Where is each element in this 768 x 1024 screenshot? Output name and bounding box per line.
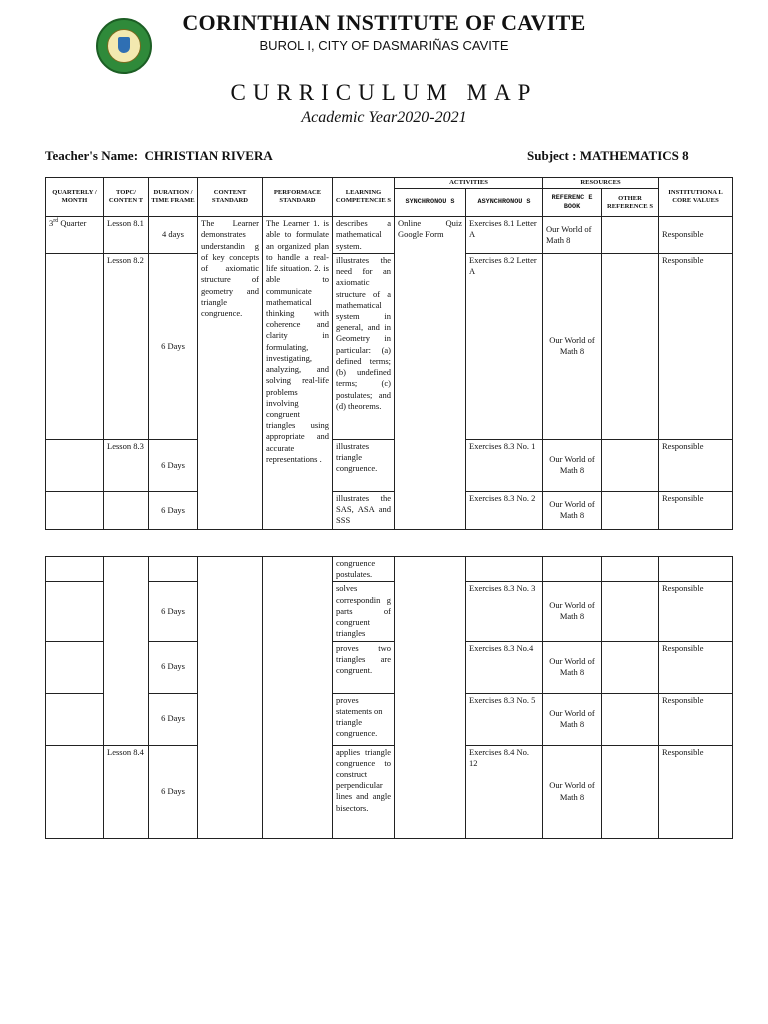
core-values-cell: Responsible: [659, 491, 733, 529]
topic-cell: [104, 557, 149, 746]
duration-cell: 6 Days: [149, 253, 198, 439]
duration-cell: 6 Days: [149, 641, 198, 693]
topic-cell: Lesson 8.3: [104, 439, 149, 491]
col-performance-standard: PERFORMACE STANDARD: [263, 178, 333, 217]
duration-cell: 6 Days: [149, 745, 198, 838]
quarter-cell: 3rd Quarter: [46, 217, 104, 254]
institution-name: CORINTHIAN INSTITUTE OF CAVITE: [182, 10, 586, 35]
async-cell: [466, 557, 543, 582]
quarter-cell: [46, 557, 104, 582]
core-values-cell: Responsible: [659, 582, 733, 641]
document-title: CURRICULUM MAP: [230, 80, 538, 105]
col-learning-competencies: LEARNING COMPETENCIE S: [333, 178, 395, 217]
reference-book-cell: Our World of Math 8: [543, 693, 602, 745]
col-core-values: INSTITUTIONA L CORE VALUES: [659, 178, 733, 217]
competency-cell: describes a mathematical system.: [333, 217, 395, 254]
async-cell: Exercises 8.4 No. 12: [466, 745, 543, 838]
other-references-cell: [602, 582, 659, 641]
core-values-cell: Responsible: [659, 693, 733, 745]
reference-book-cell: Our World of Math 8: [543, 439, 602, 491]
table-row: [46, 217, 733, 254]
other-references-cell: [602, 557, 659, 582]
core-values-cell: Responsible: [659, 253, 733, 439]
duration-cell: 6 Days: [149, 491, 198, 529]
other-references-cell: [602, 217, 659, 254]
table-row: [46, 582, 733, 641]
col-asynchronous: ASYNCHRONOU S: [466, 189, 543, 217]
col-other-references: OTHER REFERENCE S: [602, 189, 659, 217]
topic-cell: [104, 491, 149, 529]
teacher-line: [45, 148, 273, 164]
competency-cell: proves statements on triangle congruence.: [333, 693, 395, 745]
async-cell: Exercises 8.3 No. 2: [466, 491, 543, 529]
core-values-cell: [659, 557, 733, 582]
subject-line: [527, 148, 689, 164]
quarter-cell: [46, 641, 104, 693]
col-content-standard: CONTENT STANDARD: [198, 178, 263, 217]
reference-book-cell: Our World of Math 8: [543, 253, 602, 439]
quarter-cell: [46, 253, 104, 439]
institution-address: BUROL I, CITY OF DASMARIÑAS CAVITE: [259, 38, 509, 53]
synchronous-cell: [395, 557, 466, 839]
table-row: [46, 641, 733, 693]
other-references-cell: [602, 439, 659, 491]
async-cell: Exercises 8.3 No.4: [466, 641, 543, 693]
duration-cell: [149, 557, 198, 582]
core-values-cell: Responsible: [659, 439, 733, 491]
core-values-cell: Responsible: [659, 641, 733, 693]
quarter-cell: [46, 491, 104, 529]
reference-book-cell: Our World of Math 8: [543, 745, 602, 838]
competency-cell: proves two triangles are congruent.: [333, 641, 395, 693]
reference-book-cell: [543, 557, 602, 582]
other-references-cell: [602, 253, 659, 439]
competency-cell: applies triangle congruence to construct perpendicular lines and angle bisectors.: [333, 745, 395, 838]
table-row: [46, 693, 733, 745]
competency-cell: illustrates triangle congruence.: [333, 439, 395, 491]
async-cell: Exercises 8.3 No. 1: [466, 439, 543, 491]
other-references-cell: [602, 745, 659, 838]
competency-cell: solves correspondin g parts of congruent triangles: [333, 582, 395, 641]
teacher-label: Teacher's Name:: [45, 148, 139, 163]
col-quarterly: QUARTERLY / MONTH: [46, 178, 104, 217]
quarter-cell: [46, 582, 104, 641]
async-cell: Exercises 8.1 Letter A: [466, 217, 543, 254]
topic-cell: Lesson 8.4: [104, 745, 149, 838]
competency-cell: congruence postulates.: [333, 557, 395, 582]
col-reference-book: REFERENC E BOOK: [543, 189, 602, 217]
col-duration: DURATION / TIME FRAME: [149, 178, 198, 217]
topic-cell: Lesson 8.2: [104, 253, 149, 439]
performance-standard-cell: [263, 557, 333, 839]
competency-cell: illustrates the SAS, ASA and SSS: [333, 491, 395, 529]
synchronous-cell: Online Quiz Google Form: [395, 217, 466, 530]
subject-name: MATHEMATICS 8: [579, 148, 689, 163]
duration-cell: 6 Days: [149, 693, 198, 745]
quarter-cell: [46, 439, 104, 491]
performance-standard-cell: The Learner 1. is able to formulate an organized plan to handle a real-life situation. 2. is able to communicate mathematical thinking with coherence and clarity in formulating, investigating, analyzing, and solving real-life problems involving congruent triangles using appropriate and accurate representations .: [263, 217, 333, 530]
table-row: [46, 745, 733, 838]
other-references-cell: [602, 491, 659, 529]
core-values-cell: Responsible: [659, 217, 733, 254]
reference-book-cell: Our World of Math 8: [543, 641, 602, 693]
curriculum-table-1: [45, 177, 733, 530]
col-resources: RESOURCES: [543, 178, 659, 189]
duration-cell: 6 Days: [149, 582, 198, 641]
reference-book-cell: Our World of Math 8: [543, 217, 602, 254]
other-references-cell: [602, 693, 659, 745]
competency-cell: illustrates the need for an axiomatic structure of a mathematical system in general, and in Geometry in particular: (a) defined terms; (b) undefined terms; (c) postulates; and (d) theorems.: [333, 253, 395, 439]
quarter-cell: [46, 745, 104, 838]
curriculum-table-2: [45, 556, 733, 839]
reference-book-cell: Our World of Math 8: [543, 491, 602, 529]
col-synchronous: SYNCHRONOU S: [395, 189, 466, 217]
table-row: [46, 491, 733, 529]
topic-cell: Lesson 8.1: [104, 217, 149, 254]
table-row: [46, 557, 733, 582]
async-cell: Exercises 8.3 No. 3: [466, 582, 543, 641]
other-references-cell: [602, 641, 659, 693]
teacher-name: CHRISTIAN RIVERA: [144, 148, 273, 163]
academic-year: Academic Year2020-2021: [301, 109, 467, 126]
table-row: [46, 253, 733, 439]
async-cell: Exercises 8.3 No. 5: [466, 693, 543, 745]
core-values-cell: Responsible: [659, 745, 733, 838]
col-topic: TOPC/ CONTEN T: [104, 178, 149, 217]
duration-cell: 4 days: [149, 217, 198, 254]
subject-label: Subject :: [527, 148, 577, 163]
table-row: [46, 439, 733, 491]
content-standard-cell: The Learner demonstrates understandin g of key concepts of axiomatic structure of geometry and triangle congruence.: [198, 217, 263, 530]
reference-book-cell: Our World of Math 8: [543, 582, 602, 641]
duration-cell: 6 Days: [149, 439, 198, 491]
col-activities: ACTIVITIES: [395, 178, 543, 189]
content-standard-cell: [198, 557, 263, 839]
quarter-cell: [46, 693, 104, 745]
async-cell: Exercises 8.2 Letter A: [466, 253, 543, 439]
